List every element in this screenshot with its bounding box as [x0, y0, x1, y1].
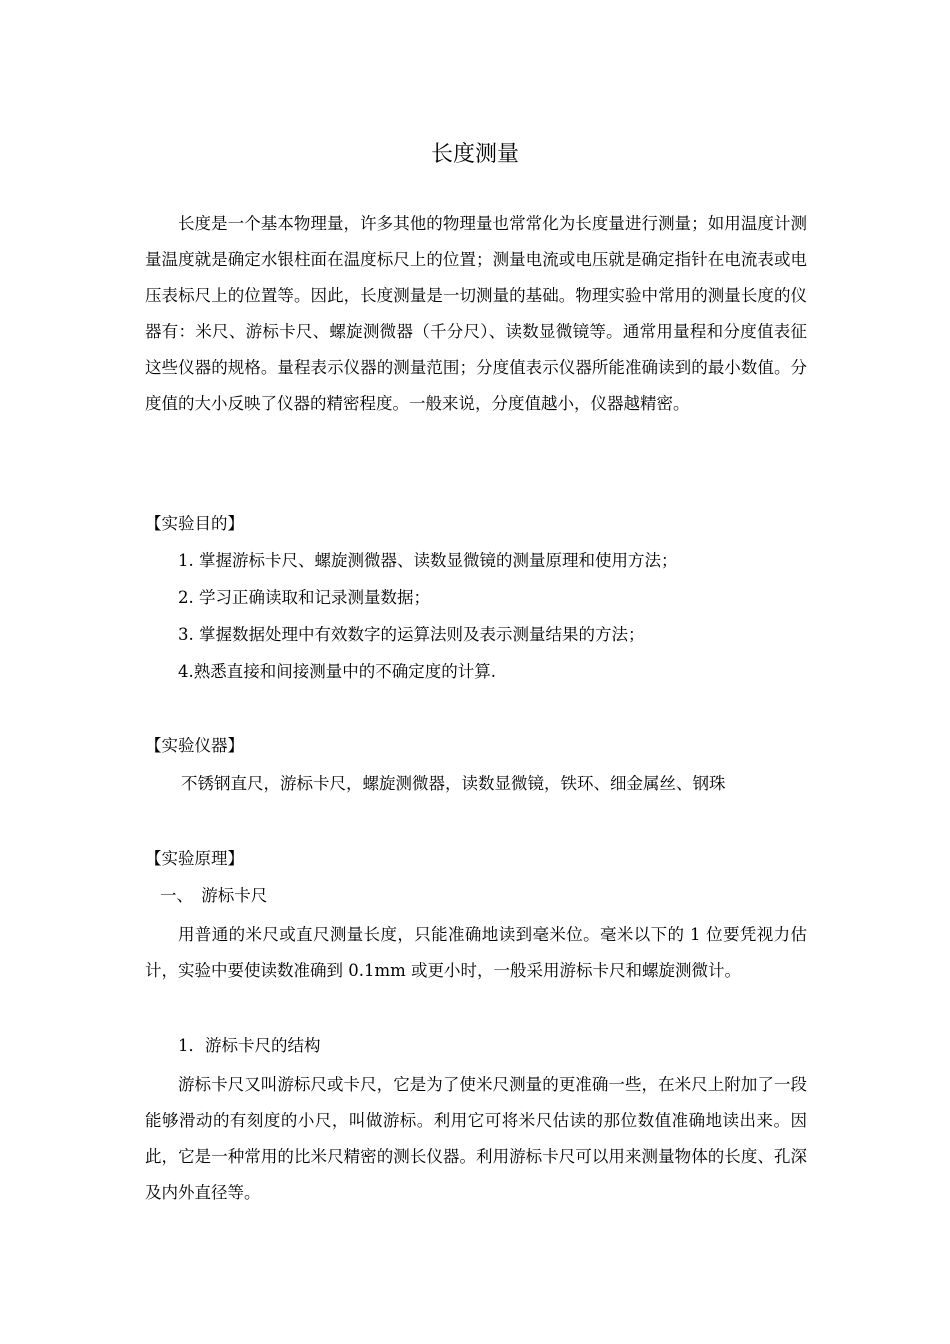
purpose-item-2: 2. 学习正确读取和记录测量数据； [178, 588, 430, 607]
purpose-heading: 【实验目的】 [145, 514, 244, 533]
principle-heading: 【实验原理】 [145, 849, 244, 868]
purpose-item-3: 3. 掌握数据处理中有效数字的运算法则及表示测量结果的方法； [178, 625, 645, 644]
subsection-structure-paragraph: 游标卡尺又叫游标尺或卡尺，它是为了使米尺测量的更准确一些，在米尺上附加了一段能够滑动的有刻度的小尺，叫做游标。利用它可将米尺估读的那位数值准确地读出来。因此，它是一种常用的比米尺精密的测长仪器。利用游标卡尺可以用来测量物体的长度、孔深及内外直径等。 [145, 1075, 807, 1202]
subsection-structure-title: 1．游标卡尺的结构 [178, 1036, 321, 1055]
section-vernier-paragraph: 用普通的米尺或直尺测量长度，只能准确地读到毫米位。毫米以下的 1 位要凭视力估计，实验中要使读数准确到 0.1mm 或更小时，一般采用游标卡尺和螺旋测微计。 [145, 925, 807, 980]
purpose-item-1: 1. 掌握游标卡尺、螺旋测微器、读数显微镜的测量原理和使用方法； [178, 551, 678, 570]
intro-paragraph: 长度是一个基本物理量，许多其他的物理量也常常化为长度量进行测量；如用温度计测量温度就是确定水银柱面在温度标尺上的位置；测量电流或电压就是确定指针在电流表或电压表标尺上的位置等。因此，长度测量是一切测量的基础。物理实验中常用的测量长度的仪器有：米尺、游标卡尺、螺旋测微器（千分尺）、读数显微镜等。通常用量程和分度值表征这些仪器的规格。量程表示仪器的测量范围；分度值表示仪器所能准确读到的最小数值。分度值的大小反映了仪器的精密程度。一般来说，分度值越小，仪器越精密。 [145, 214, 807, 413]
section-vernier-title: 一、 游标卡尺 [160, 886, 268, 905]
instruments-heading: 【实验仪器】 [145, 736, 244, 755]
purpose-item-4: 4.熟悉直接和间接测量中的不确定度的计算. [178, 662, 496, 681]
instruments-text: 不锈钢直尺，游标卡尺，螺旋测微器，读数显微镜，铁环、细金属丝、钢珠 [181, 774, 726, 793]
document-title: 长度测量 [430, 142, 519, 167]
